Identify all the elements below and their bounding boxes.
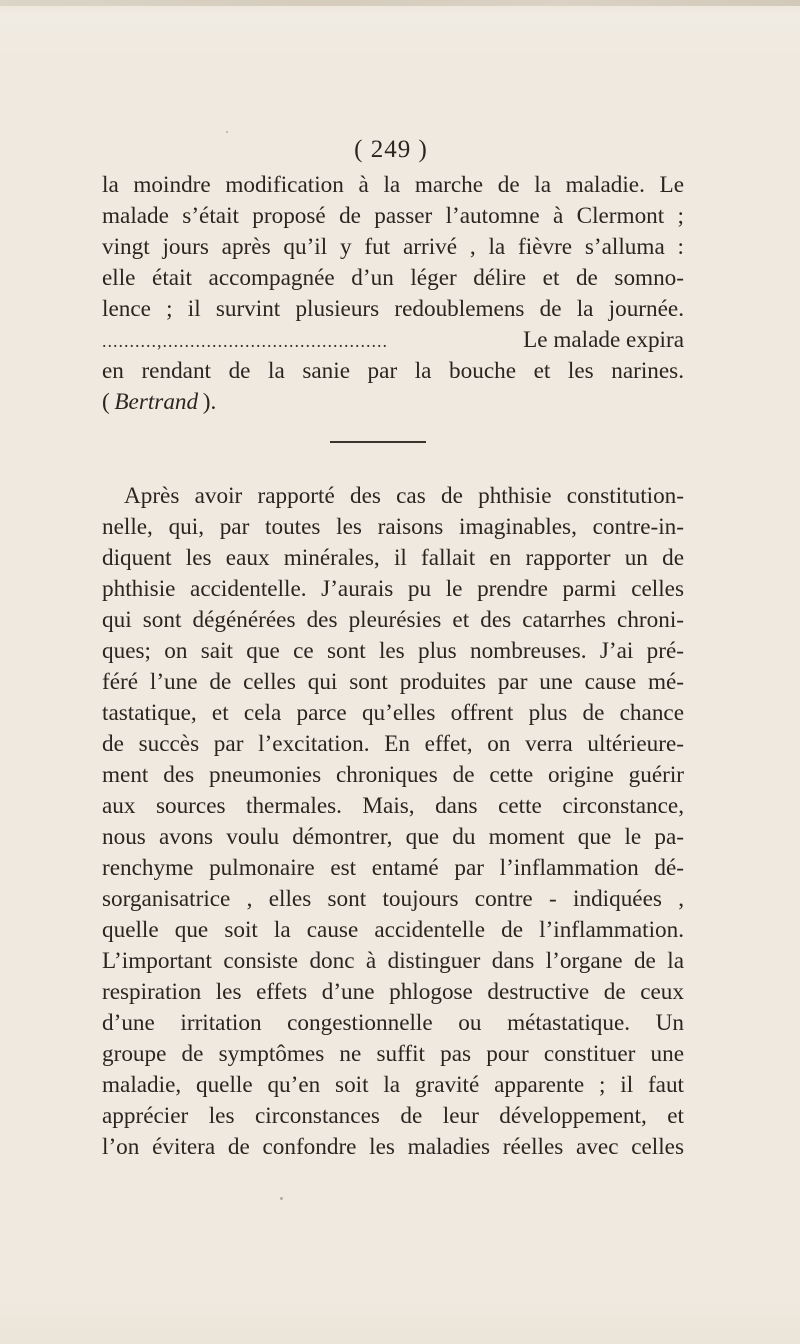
- text-line: ment des pneumonies chroniques de cette origine guérir: [102, 762, 684, 788]
- text-line: Après avoir rapporté des cas de phthisie constitution-: [124, 483, 684, 509]
- text-line: aux sources thermales. Mais, dans cette circonstance,: [102, 793, 684, 819]
- text-line: de succès par l’excitation. En effet, on verra ultérieure-: [102, 731, 684, 757]
- text-line: qui sont dégénérées des pleurésies et des catarrhes chroni-: [102, 607, 684, 633]
- paper-speck: [226, 131, 228, 133]
- text-line: la moindre modification à la marche de la maladie. Le: [102, 172, 684, 198]
- text-after-dots: Le malade expira: [523, 327, 684, 353]
- author-open-paren: (: [102, 389, 110, 415]
- page-top-edge: [0, 0, 800, 6]
- text-line: ques; on sait que ce sont les plus nombreuses. J’ai pré-: [102, 638, 684, 664]
- paper-speck: [280, 1197, 283, 1200]
- paragraph-discussion: [102, 481, 684, 1163]
- section-divider: [330, 441, 426, 443]
- text-line: lence ; il survint plusieurs redoublemens de la journée.: [102, 296, 684, 322]
- text-line: quelle que soit la cause accidentelle de l’inflammation.: [102, 917, 684, 943]
- paragraph-case-report: [102, 170, 684, 418]
- text-line: d’une irritation congestionnelle ou métastatique. Un: [102, 1010, 684, 1036]
- author-citation: [102, 387, 684, 418]
- omission-dots: [102, 326, 517, 357]
- text-line: vingt jours après qu’il y fut arrivé , la fièvre s’alluma :: [102, 234, 684, 260]
- text-line: en rendant de la sanie par la bouche et les narines.: [102, 358, 684, 384]
- text-line: maladie, quelle qu’en soit la gravité apparente ; il faut: [102, 1072, 684, 1098]
- page-number: ( 249 ): [354, 136, 428, 163]
- text-line: tastatique, et cela parce qu’elles offrent plus de chance: [102, 700, 684, 726]
- text-line: malade s’était proposé de passer l’automne à Clermont ;: [102, 203, 684, 229]
- text-line: elle était accompagnée d’un léger délire et de somno-: [102, 265, 684, 291]
- ellipsis-line: [102, 325, 684, 356]
- author-name: Bertrand: [114, 389, 199, 415]
- text-line: L’important consiste donc à distinguer dans l’organe de la: [102, 948, 684, 974]
- text-line: renchyme pulmonaire est entamé par l’inflammation dé-: [102, 855, 684, 881]
- text-line: l’on évitera de confondre les maladies réelles avec celles: [102, 1134, 684, 1160]
- text-line: respiration les effets d’une phlogose destructive de ceux: [102, 979, 684, 1005]
- text-line: apprécier les circonstances de leur développement, et: [102, 1103, 684, 1129]
- text-line: féré l’une de celles qui sont produites par une cause mé-: [102, 669, 684, 695]
- text-line: sorganisatrice , elles sont toujours contre - indiquées ,: [102, 886, 684, 912]
- omission-dots-text: ..........,.........................................: [102, 331, 388, 351]
- text-line: diquent les eaux minérales, il fallait en rapporter un de: [102, 545, 684, 571]
- text-line: nelle, qui, par toutes les raisons imaginables, contre-in-: [102, 514, 684, 540]
- author-close-paren: ).: [202, 389, 217, 415]
- text-line: phthisie accidentelle. J’aurais pu le prendre parmi celles: [102, 576, 684, 602]
- text-line: nous avons voulu démontrer, que du moment que le pa-: [102, 824, 684, 850]
- text-line: groupe de symptômes ne suffit pas pour constituer une: [102, 1041, 684, 1067]
